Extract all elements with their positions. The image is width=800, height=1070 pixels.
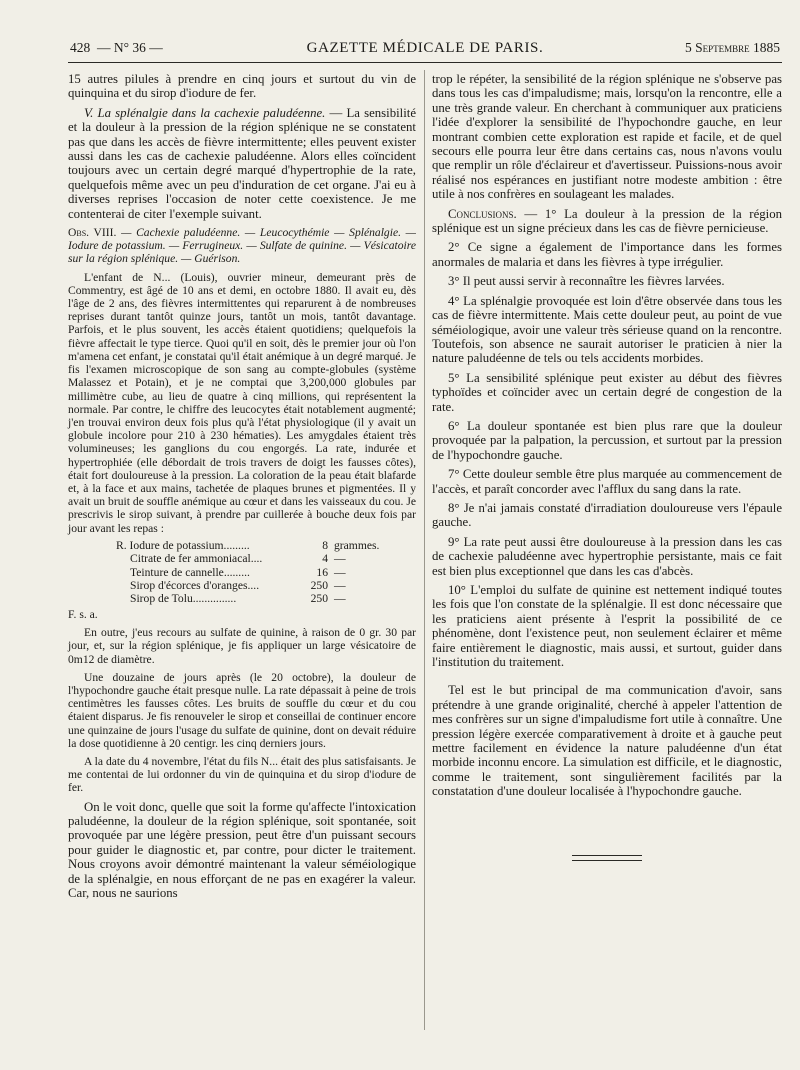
- page-header: [70, 40, 780, 60]
- prescription: [68, 539, 416, 606]
- column-divider: [424, 70, 425, 1030]
- ingredient-name: Teinture de cannelle.........: [130, 565, 250, 579]
- ingredient-name: Citrate de fer ammoniacal....: [130, 552, 263, 566]
- case-paragraph: L'enfant de N... (Louis), ouvrier mineur, demeurant près de Commentry, est âgé de 10 ans et demi, en octobre 1880. Il avait eu, dès l'âge de 2 ans, des fièvres intermittentes qui reparurent à de nombreuses reprises durant tantôt quinze jours, tantôt un mois, tantôt davantage. Parfois, et le plus souvent, les accès étaient quotidiens; quelquefois la fièvre affectait le type tierce. Quoi qu'il en soit, dès le premier jour où l'on m'amena cet enfant, je constatai qu'il était anémique à un degré marqué. Je fis l'examen microscopique de son sang au compte-globules (système Malassez et Potain), et je ne comptai que 3,200,000 globules par millimètre cube, au lieu de quatre à cinq millions, qui représentent la normale. Par contre, le chiffre des leucocytes était notablement augmenté; j'en trouvai environ deux fois plus qu'à l'état physiologique (il y avait un globule incolore pour 210 à 230 hématies). Les amygdales étaient très volumineuses; les ganglions du cou engorgés. La rate, indurée et hypertrophiée (elle débordait de trois travers de doigt les fausses côtes), était fort douloureuse à la pression. La coloration de la peau était blafarde et, à la face et aux mains, tachetée de plaques brunes et pigmentées. Il y avait un bruit de souffle anémique au cœur et dans les vaisseaux du cou. Je prescrivis le sirop suivant, à prendre par cuillerée à bouche deux fois par jour avant les repas :: [68, 270, 416, 535]
- prescription-row: [68, 539, 416, 552]
- conclusion-10: 10° L'emploi du sulfate de quinine est nettement indiqué toutes les fois que l'on constate de la splénalgie. Il est donc nécessaire que les praticiens aient présente à l'esprit la possibilité de ce phénomène, dont l'existence peut, non seulement éclairer et même faire entièrement le diagnostic, mais aussi, et surtout, guider dans l'institution du traitement.: [432, 583, 782, 670]
- conclusions-label: Conclusions.: [448, 206, 517, 221]
- prescription-row: [68, 579, 416, 592]
- closing-rule: [572, 860, 642, 861]
- journal-title: GAZETTE MÉDICALE DE PARIS.: [306, 40, 544, 56]
- conclusion-3: 3° Il peut aussi servir à reconnaître les fièvres larvées.: [448, 274, 725, 289]
- conclusion-9: 9° La rate peut aussi être douloureuse à la pression dans les cas de cachexie paludéenne avec hypertrophie persistante, mais ce fait est bien plus exceptionnel que dans les cas d'abcès.: [432, 534, 782, 578]
- section-v-heading: V. La splénalgie dans la cachexie paludéenne.: [84, 105, 326, 120]
- paragraph: A la date du 4 novembre, l'état du fils N... était des plus satisfaisants. Je me contentai de lui ordonner du vin de quinquina et du sirop d'iodure de fer.: [68, 755, 416, 795]
- conclusion-6: 6° La douleur spontanée est bien plus rare que la douleur provoquée par la palpation, la percussion, et surtout par la pression de l'hypochondre gauche.: [432, 418, 782, 462]
- paragraph: En outre, j'eus recours au sulfate de quinine, à raison de 0 gr. 30 par jour, et, sur la région splénique, je fis appliquer un large vésicatoire de 0m12 de diamètre.: [68, 626, 416, 666]
- observation-heading: [68, 226, 416, 266]
- ingredient-quantity: 250: [310, 578, 328, 592]
- conclusion-4: 4° La splénalgie provoquée est loin d'être observée dans tous les cas de fièvre intermittente. Mais cette douleur peut, au point de vue séméiologique, avoir une valeur très sérieuse quand on la rencontre. Toutefois, son absence ne saurait autoriser le praticien à nier la nature paludéenne de tels ou tels accidents morbides.: [432, 293, 782, 366]
- paragraph: On le voit donc, quelle que soit la forme qu'affecte l'intoxication paludéenne, la douleur de la région splénique, soit spontanée, soit provoquée par une légère pression, peut être d'un puissant secours pour guider le diagnostic et, par contre, pour dicter le traitement. Nous croyons avoir démontré maintenant la valeur séméiologique de la splénalgie, en nous efforçant de ne pas en exagérer la valeur. Car, nous ne saurions: [68, 799, 416, 901]
- ingredient-name: R. Iodure de potassium.........: [116, 538, 250, 552]
- header-rule: [68, 62, 782, 63]
- conclusion-text: — 1° La douleur à la pression de la région splénique est un signe précieux dans les cas de fièvre pernicieuse.: [432, 206, 782, 236]
- paragraph: Une douzaine de jours après (le 20 octobre), la douleur de l'hypochondre gauche était presque nulle. La rate dépassait à peine de trois centimètres les fausses côtes. Les bruits de souffle du cœur et du cou étaient disparus. Je fis renouveler le sirop et conseillai de continuer encore une quinzaine de jours l'usage du sulfate de quinine, dont on devait réduire la dose quotidienne à 20 centigr. les cinq derniers jours.: [68, 670, 416, 750]
- ingredient-unit: —: [334, 578, 346, 592]
- page-number-and-issue: 428 — N° 36 —: [70, 40, 163, 55]
- section-v-text: — La sensibilité et la douleur à la pression de la région splénique ne se constatent pas que dans les accès de fièvre intermittente; elles peuvent exister aussi dans les cas de cachexie paludéenne. Alors elles coïncident toujours avec un certain degré marqué d'hypertrophie de la rate, quelquefois même avec un peu d'induration de cet organe. J'ai eu à diverses reprises l'occasion de noter cette coexistence. Je me contenterai de citer l'exemple suivant.: [68, 105, 416, 221]
- conclusion-8: 8° Je n'ai jamais constaté d'irradiation douloureuse vers l'épaule gauche.: [432, 500, 782, 530]
- ingredient-quantity: 250: [310, 592, 328, 606]
- left-column: [68, 72, 416, 900]
- closing-rule: [572, 855, 642, 856]
- prescription-row: [68, 566, 416, 579]
- ingredient-unit: —: [334, 592, 346, 606]
- ingredient-unit: —: [334, 565, 346, 579]
- right-column: [432, 72, 782, 861]
- paragraph: trop le répéter, la sensibilité de la région splénique ne s'observe pas dans tous les cas d'impaludisme; mais, lorsqu'on la rencontre, elle a une très grande valeur. En cherchant à communiquer aux praticiens l'idée d'explorer la sensibilité de l'hypochondre gauche, en leur montrant combien cette exploration est rapide et facile, et de quel secours elle pourra leur être dans certains cas, nous n'avons voulu que remplir un rôle d'éclaireur et d'avertisseur. Puissions-nous avoir réalisé nos espérances en justifiant notre modeste ambition : être utile à nos confrères en soulageant les malades.: [432, 72, 782, 202]
- ingredient-quantity: 8: [322, 538, 328, 552]
- prescription-row: [68, 592, 416, 605]
- section-v-paragraph: [68, 106, 416, 221]
- conclusion-2: 2° Ce signe a également de l'importance dans les formes anormales de malaria et dans les fièvres à type irrégulier.: [432, 240, 782, 269]
- conclusion-7: 7° Cette douleur semble être plus marquée au commencement de l'accès, et paraît concorder avec l'afflux du sang dans la rate.: [432, 467, 782, 496]
- ingredient-name: Sirop de Tolu...............: [130, 592, 237, 606]
- conclusion-5: 5° La sensibilité splénique peut exister au début des fièvres typhoïdes et coïncider avec un certain degré de congestion de la rate.: [432, 370, 782, 414]
- prescription-row: [68, 552, 416, 565]
- observation-label: Obs. VIII.: [68, 226, 117, 240]
- ingredient-unit: grammes.: [334, 538, 380, 552]
- closing-paragraph: Tel est le but principal de ma communication d'avoir, sans prétendre à une grande originalité, cherché à appeler l'attention de mes confrères sur un signe d'impaludisme fort utile à connaître. Une pression légère exercée comparativement à droite et à gauche peut mettre facilement en évidence la nature paludéenne d'un état morbide inconnu encore. La simulation est difficile, et le diagnostic, comme le traitement, sont singulièrement facilités par la constatation d'une douleur localisée à l'hypochondre gauche.: [432, 683, 782, 799]
- ingredient-unit: —: [334, 552, 346, 566]
- prescription-fsa: F. s. a.: [68, 607, 98, 621]
- issue-date: 5 Septembre 1885: [684, 40, 780, 55]
- paragraph: 15 autres pilules à prendre en cinq jours et surtout du vin de quinquina et du sirop d'iodure de fer.: [68, 72, 416, 101]
- conclusion-1: [432, 207, 782, 236]
- ingredient-quantity: 16: [316, 565, 328, 579]
- ingredient-quantity: 4: [322, 552, 328, 566]
- observation-title: — Cachexie paludéenne. — Leucocythémie — Splénalgie. — Iodure de potassium. — Ferrugineux. — Sulfate de quinine. — Vésicatoire sur la région splénique. — Guérison.: [68, 226, 416, 266]
- ingredient-name: Sirop d'écorces d'oranges....: [130, 578, 260, 592]
